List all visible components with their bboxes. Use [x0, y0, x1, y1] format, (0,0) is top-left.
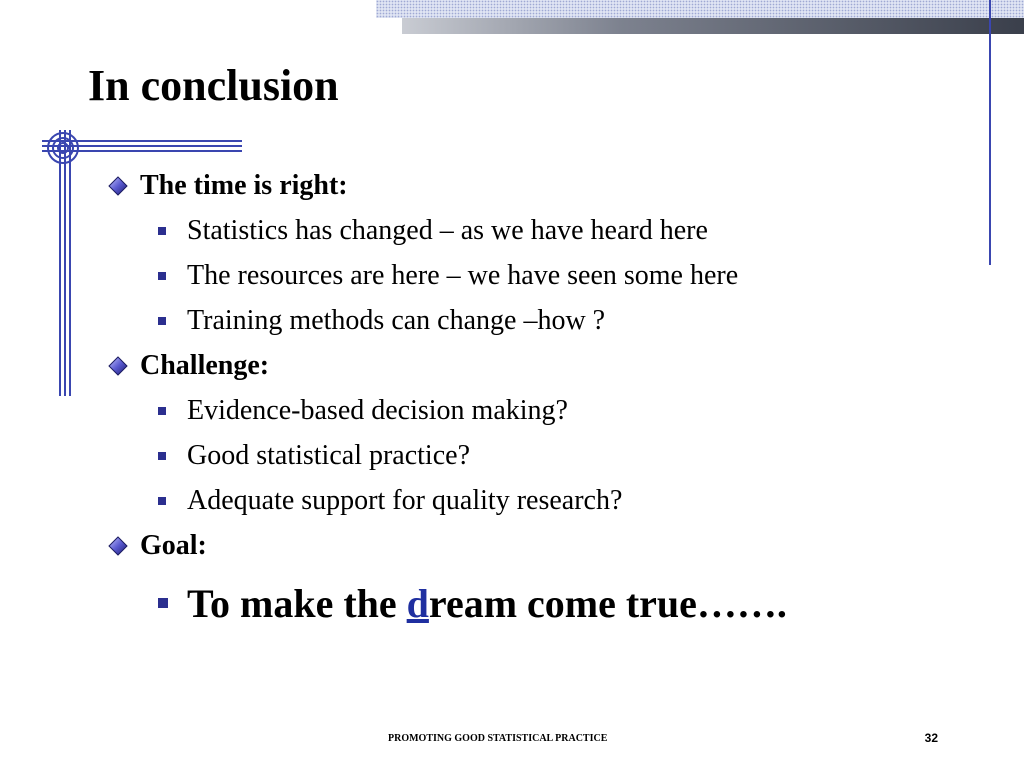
bullet-text: The resources are here – we have seen some here — [187, 260, 739, 291]
diamond-icon — [108, 536, 128, 556]
goal-text-after: ream come true……. — [428, 580, 787, 626]
right-vertical-rule — [989, 0, 991, 265]
bullet-item — [158, 211, 708, 251]
page-number: 32 — [924, 731, 938, 745]
section-heading-challenge — [108, 346, 269, 386]
bullet-text: Evidence-based decision making? — [187, 395, 568, 426]
bullet-item — [158, 301, 605, 341]
slide-title: In conclusion — [88, 61, 339, 110]
bullet-text: Training methods can change –how ? — [187, 305, 606, 336]
section-heading-goal — [108, 526, 207, 566]
diamond-icon — [108, 356, 128, 376]
square-bullet-icon — [158, 407, 166, 415]
header-dotted-band — [376, 0, 1024, 18]
square-bullet-icon — [158, 272, 166, 280]
section-heading-label: Goal: — [140, 530, 207, 561]
section-heading-label: The time is right: — [140, 170, 348, 201]
section-heading-time — [108, 166, 348, 206]
square-bullet-icon — [158, 227, 166, 235]
bullet-item — [158, 436, 470, 476]
bullet-item — [158, 391, 568, 431]
footer-text: PROMOTING GOOD STATISTICAL PRACTICE — [388, 733, 608, 744]
square-bullet-icon — [158, 497, 166, 505]
bullet-text: Good statistical practice? — [187, 440, 470, 471]
goal-text-before: To make the — [187, 580, 407, 626]
bullet-text: Statistics has changed – as we have heard here — [187, 215, 708, 246]
section-heading-label: Challenge: — [140, 350, 270, 381]
bullet-item — [158, 481, 622, 521]
bullet-text: Adequate support for quality research? — [187, 485, 623, 516]
goal-highlight-letter: d — [406, 580, 429, 626]
square-bullet-icon — [158, 598, 168, 608]
square-bullet-icon — [158, 452, 166, 460]
header-gradient-bar — [402, 18, 1024, 34]
diamond-icon — [108, 176, 128, 196]
square-bullet-icon — [158, 317, 166, 325]
bullet-item — [158, 256, 738, 296]
goal-statement — [158, 578, 787, 628]
